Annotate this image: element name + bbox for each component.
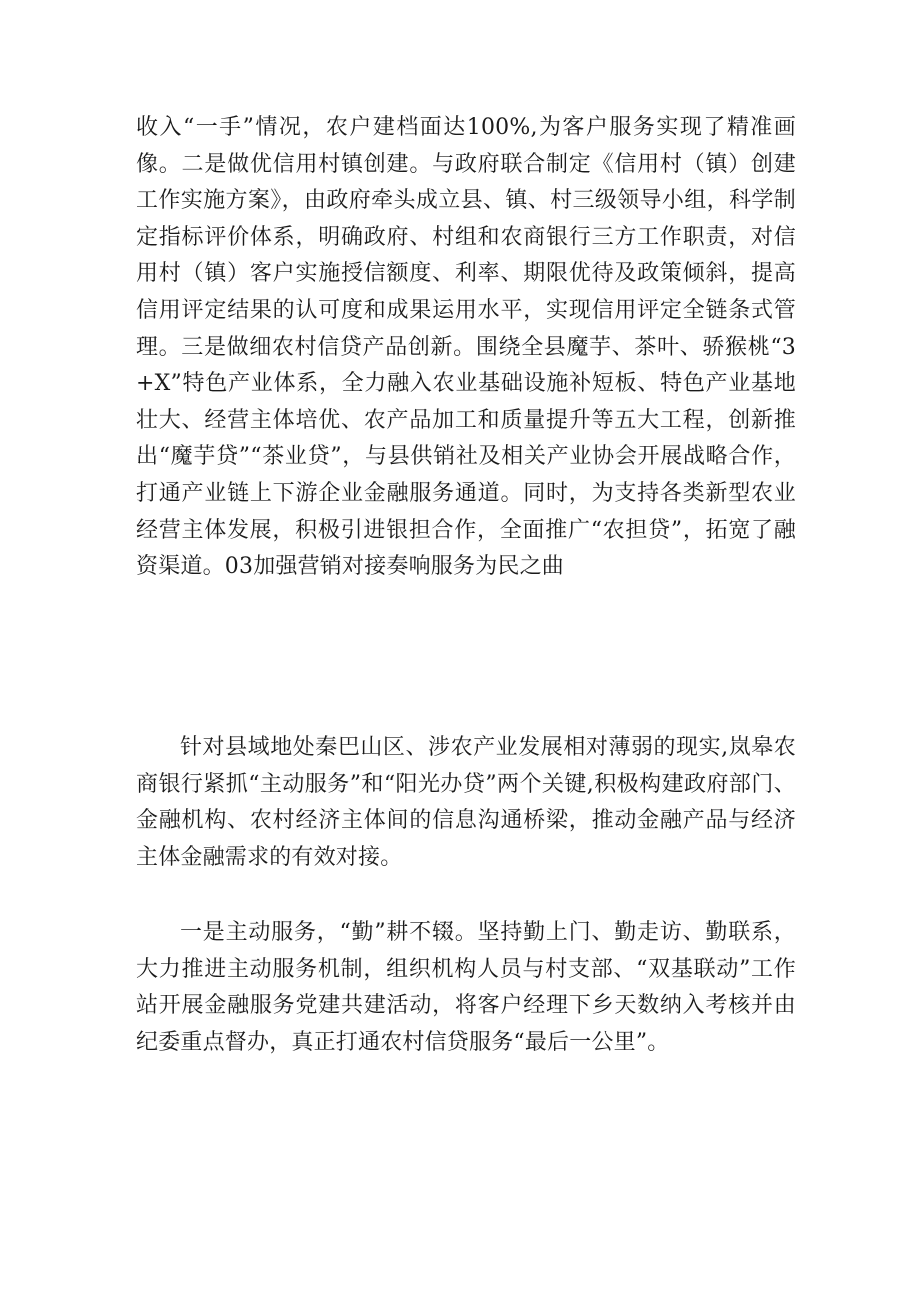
- paragraph-credit-village: 收入“一手”情况，农户建档面达100%,为客户服务实现了精准画像。二是做优信用村镇创建。与政府联合制定《信用村（镇）创建工作实施方案》，由政府牵头成立县、镇、村三级领导小组，科学制定指标评价体系，明确政府、村组和农商银行三方工作职责，对信用村（镇）客户实施授信额度、利率、期限优待及政策倾斜，提高信用评定结果的认可度和成果运用水平，实现信用评定全链条式管理。三是做细农村信贷产品创新。围绕全县魔芋、茶叶、骄猴桃“3+X”特色产业体系，全力融入农业基础设施补短板、特色产业基地壮大、经营主体培优、农产品加工和质量提升等五大工程，创新推出“魔芋贷”“茶业贷”，与县供销社及相关产业协会开展战略合作，打通产业链上下游企业金融服务通道。同时，为支持各类新型农业经营主体发展，积极引进银担合作，全面推广“农担贷”，拓宽了融资渠道。03加强营销对接奏响服务为民之曲: [136, 115, 796, 580]
- paragraph-active-service: 一是主动服务，“勤”耕不辍。坚持勤上门、勤走访、勤联系，大力推进主动服务机制，组织机构人员与村支部、“双基联动”工作站开展金融服务党建共建活动，将客户经理下乡天数纳入考核并由纪委重点督办，真正打通农村信贷服务“最后一公里”。: [136, 920, 796, 1055]
- paragraph-marketing: 针对县域地处秦巴山区、涉农产业发展相对薄弱的现实,岚皋农商银行紧抓“主动服务”和“阳光办贷”两个关键,积极构建政府部门、金融机构、农村经济主体间的信息沟通桥梁，推动金融产品与经济主体金融需求的有效对接。: [136, 735, 796, 870]
